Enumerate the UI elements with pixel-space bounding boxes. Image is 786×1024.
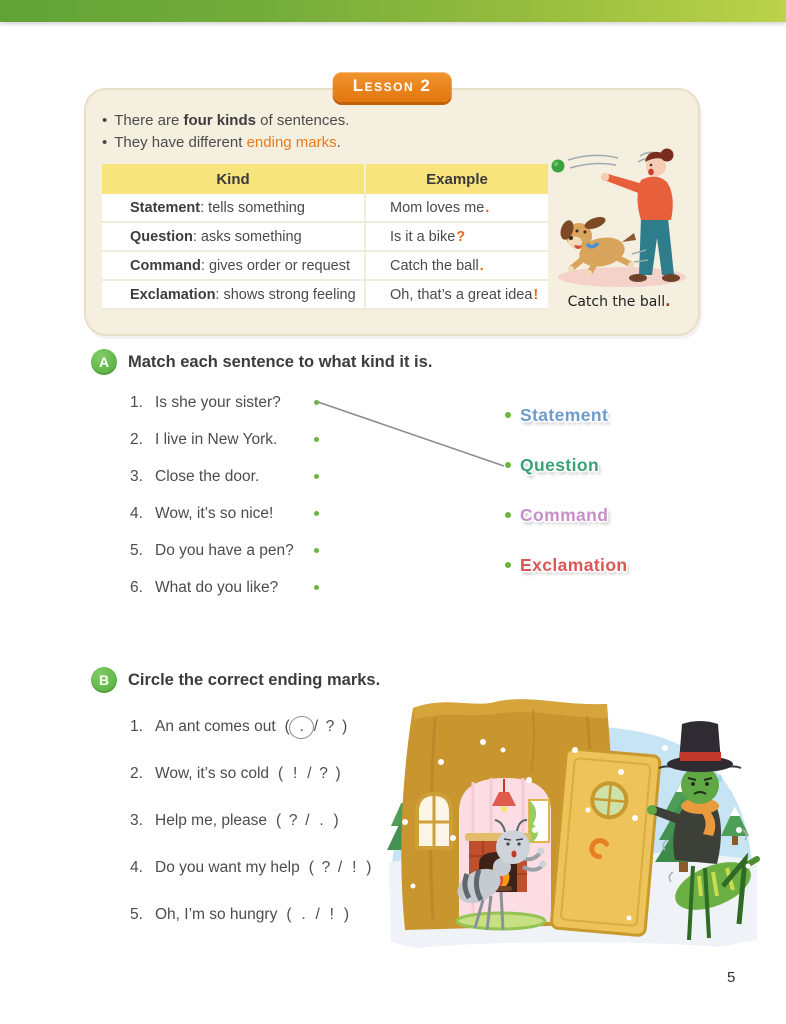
section-a-badge: A xyxy=(91,349,117,375)
match-item-5: 5. Do you have a pen? xyxy=(130,532,400,569)
green-ball xyxy=(552,160,565,173)
table-row: Question : asks something Is it a bike ? xyxy=(102,223,548,252)
section-a-title: Match each sentence to what kind it is. xyxy=(128,353,433,371)
table-row: Statement : tells something Mom loves me . xyxy=(102,194,548,223)
circle-item-1: 1. An ant comes out ( . / ? ) xyxy=(130,717,348,735)
match-dot xyxy=(314,437,319,442)
lesson-bullet-2: • They have different ending marks. xyxy=(102,134,341,151)
circle-item-4: 4. Do you want my help ( ? / ! ) xyxy=(130,858,372,876)
section-a-kinds xyxy=(505,390,628,590)
circle-item-2: 2. Wow, it’s so cold ( ! / ? ) xyxy=(130,764,341,782)
kind-dot xyxy=(505,562,511,568)
match-dot xyxy=(314,511,319,516)
match-item-4: 4. Wow, it’s so nice! xyxy=(130,495,400,532)
table-row: Command : gives order or request Catch the ball . xyxy=(102,252,548,281)
circled-mark: . xyxy=(296,718,308,736)
table-header-row xyxy=(102,164,548,194)
match-dot xyxy=(314,585,319,590)
caption-ending-mark: . xyxy=(665,294,671,310)
table-header-example: Example xyxy=(426,170,488,188)
motion-lines xyxy=(568,152,656,168)
match-item-2: 2. I live in New York. xyxy=(130,421,400,458)
kind-exclamation: Exclamation xyxy=(505,540,628,590)
ball-throw-illustration xyxy=(544,146,696,296)
ending-mark: ? xyxy=(456,228,466,245)
ending-mark: . xyxy=(479,257,484,274)
circle-item-3: 3. Help me, please ( ? / . ) xyxy=(130,811,339,829)
bullet-glyph: • xyxy=(102,134,108,151)
winter-illustration xyxy=(383,690,763,972)
lesson-bullet-1: • There are four kinds of sentences. xyxy=(102,112,350,129)
match-item-6: 6. What do you like? xyxy=(130,569,400,606)
table-header-kind: Kind xyxy=(102,164,366,194)
page-number: 5 xyxy=(727,969,736,986)
kind-dot xyxy=(505,512,511,518)
figure-caption: Catch the ball. xyxy=(567,294,671,310)
kind-statement: Statement xyxy=(505,390,628,440)
kind-question: Question xyxy=(505,440,628,490)
ending-mark: . xyxy=(485,199,490,216)
section-a-items xyxy=(130,384,400,606)
kinds-table xyxy=(102,164,548,310)
ending-mark: ! xyxy=(533,286,539,303)
match-dot xyxy=(314,548,319,553)
lesson-badge: Lesson 2 xyxy=(333,72,452,102)
door xyxy=(551,748,660,936)
table-row: Exclamation : shows strong feeling Oh, that’s a great idea ! xyxy=(102,281,548,310)
match-dot xyxy=(314,400,319,405)
bullet-glyph: • xyxy=(102,112,108,129)
kind-dot xyxy=(505,462,511,468)
kind-dot xyxy=(505,412,511,418)
section-b-badge: B xyxy=(91,667,117,693)
dog xyxy=(558,215,648,276)
match-item-1: 1. Is she your sister? xyxy=(130,384,400,421)
circle-item-5: 5. Oh, I’m so hungry ( . / ! ) xyxy=(130,905,349,923)
lesson-panel xyxy=(84,76,700,336)
section-b-title: Circle the correct ending marks. xyxy=(128,671,381,689)
match-dot xyxy=(314,474,319,479)
match-item-3: 3. Close the door. xyxy=(130,458,400,495)
top-color-bar xyxy=(0,0,786,22)
kind-command: Command xyxy=(505,490,628,540)
